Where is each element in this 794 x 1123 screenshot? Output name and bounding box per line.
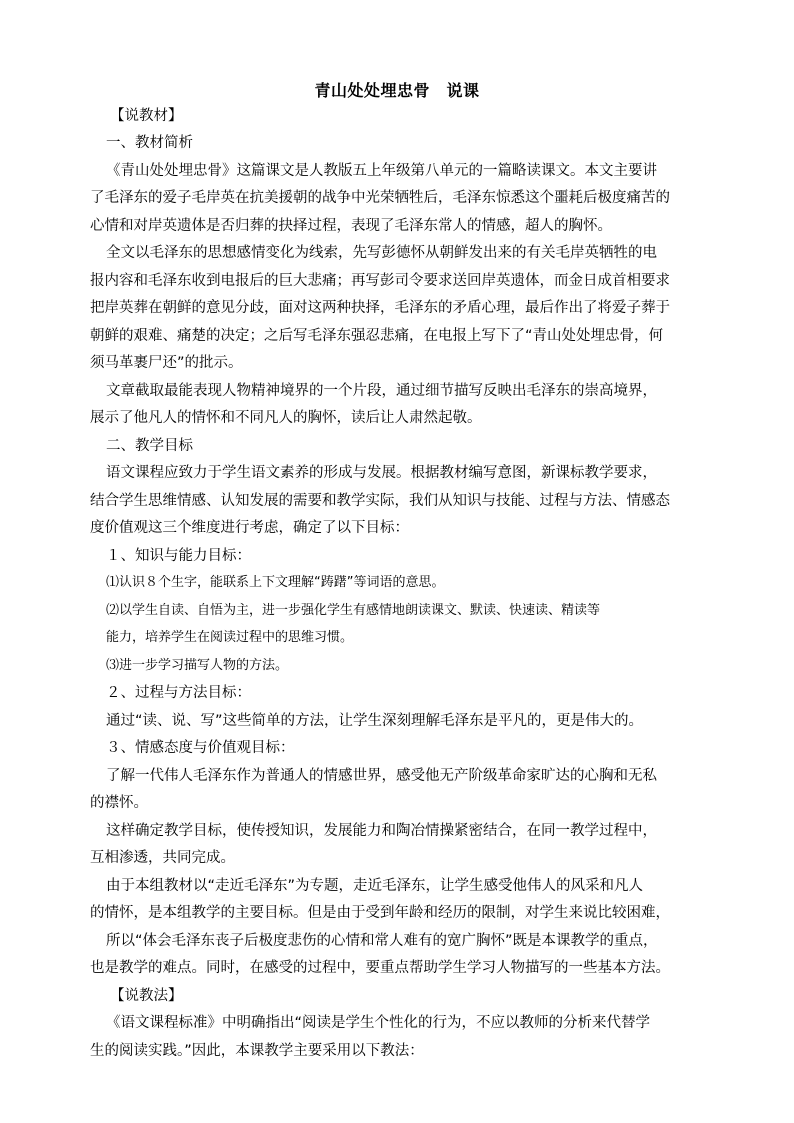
paragraph-line: 所以“体会毛泽东丧子后极度悲伤的心情和常人难有的宽广胸怀”既是本课教学的重点， (106, 933, 658, 949)
paragraph-line: 心情和对岸英遗体是否归葬的抉择过程，表现了毛泽东常人的情感，超人的胸怀。 (90, 218, 612, 234)
paragraph-line: 了毛泽东的爱子毛岸英在抗美援朝的战争中光荣牺牲后，毛泽东惊悉这个噩耗后极度痛苦的 (90, 190, 670, 206)
paragraph-line: 由于本组教材以“走近毛泽东”为专题，走近毛泽东，让学生感受他伟人的风采和凡人 (106, 878, 644, 894)
paragraph-line: 《青山处处埋忠骨》这篇课文是人教版五上年级第八单元的一篇略读课文。本文主要讲 (106, 163, 657, 179)
paragraph-line: 的情怀，是本组教学的主要目标。但是由于受到年龄和经历的限制，对学生来说比较困难， (90, 905, 670, 921)
paragraph-line: 朝鲜的艰难、痛楚的决定；之后写毛泽东强忍悲痛，在电报上写下了“青山处处埋忠骨，何 (90, 328, 664, 344)
paragraph-line: 语文课程应致力于学生语文素养的形成与发展。根据教材编写意图，新课标教学要求， (106, 465, 657, 481)
goal-item: ⑶进一步学习描写人物的方法。 (106, 658, 289, 673)
subheading-analysis: 一、教材简析 (106, 135, 193, 151)
paragraph-line: 度价值观这三个维度进行考虑，确定了以下目标： (90, 520, 409, 536)
goal-item: ⑴认识８个生字，能联系上下文理解“踌躇”等词语的意思。 (106, 575, 445, 590)
paragraph-line: 文章截取最能表现人物精神境界的一个片段，通过细节描写反映出毛泽东的崇高境界， (106, 383, 657, 399)
subheading-goals: 二、教学目标 (106, 438, 193, 454)
paragraph-line: 须马革裹尸还”的批示。 (90, 355, 243, 371)
paragraph-line: 报内容和毛泽东收到电报后的巨大悲痛；再写彭司令要求送回岸英遗体，而金日成首相要求 (90, 273, 670, 289)
paragraph-line: 全文以毛泽东的思想感情变化为线索，先写彭德怀从朝鲜发出来的有关毛岸英牺牲的电 (106, 245, 657, 261)
paragraph-line: 生的阅读实践。”因此，本课教学主要采用以下教法： (90, 1043, 424, 1059)
goal-item: 能力，培养学生在阅读过程中的思维习惯。 (106, 630, 354, 645)
section-heading-textbook: 【说教材】 (110, 108, 183, 124)
paragraph-line: 互相渗透，共同完成。 (90, 850, 235, 866)
paragraph-line: 了解一代伟人毛泽东作为普通人的情感世界，感受他无产阶级革命家旷达的心胸和无私 (106, 768, 657, 784)
paragraph-line: 展示了他凡人的情怀和不同凡人的胸怀，读后让人肃然起敬。 (90, 410, 482, 426)
paragraph-line: 也是教学的难点。同时，在感受的过程中，要重点帮助学生学习人物描写的一些基本方法。 (90, 960, 670, 976)
paragraph-line: 《语文课程标准》中明确指出“阅读是学生个性化的行为，不应以教师的分析来代替学 (106, 1015, 651, 1031)
paragraph-line: 通过“读、说、写”这些简单的方法，让学生深刻理解毛泽东是平凡的，更是伟大的。 (106, 713, 644, 729)
goal-item: ⑵以学生自读、自悟为主，进一步强化学生有感情地朗读课文、默读、快速读、精读等 (106, 603, 601, 618)
paragraph-line: 的襟怀。 (90, 795, 148, 811)
paragraph-line: 结合学生思维情感、认知发展的需要和教学实际，我们从知识与技能、过程与方法、情感态 (90, 493, 670, 509)
section-heading-method: 【说教法】 (110, 988, 183, 1004)
goal-heading-process: ２、过程与方法目标： (106, 685, 251, 701)
document-title: 青山处处埋忠骨 说课 (314, 81, 480, 100)
goal-heading-emotion: ３、情感态度与价值观目标： (106, 740, 295, 756)
paragraph-line: 这样确定教学目标，使传授知识，发展能力和陶冶情操紧密结合，在同一教学过程中， (106, 823, 657, 839)
goal-heading-knowledge: １、知识与能力目标： (106, 548, 251, 564)
paragraph-line: 把岸英葬在朝鲜的意见分歧，面对这两种抉择，毛泽东的矛盾心理，最后作出了将爱子葬于 (90, 300, 670, 316)
